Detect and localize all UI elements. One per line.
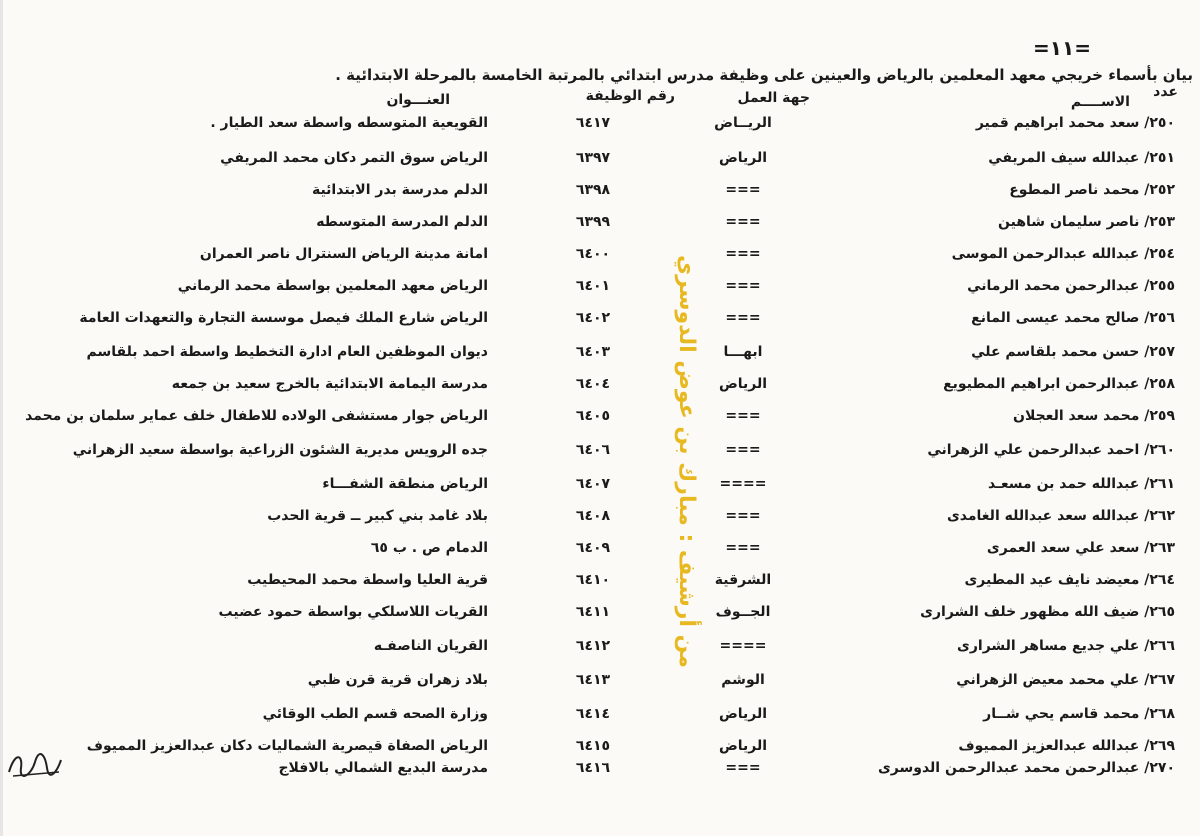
row-employer: ===	[725, 182, 761, 198]
row-employer: الرياض	[718, 376, 768, 392]
row-address: الرياض الصفاة قيصرية الشماليات دكان عبدالعزيز المميوف	[86, 738, 488, 754]
row-address: الرياض سوق التمر دكان محمد المريفي	[220, 150, 488, 166]
row-name: ٢٦٨/ محمد قاسم يحي شــار	[983, 706, 1175, 722]
list-row	[3, 376, 1200, 404]
row-employer: الوشم	[721, 672, 765, 688]
header-address: العنـــوان	[386, 92, 450, 108]
row-job-number: ٦٤١٢	[575, 638, 611, 654]
list-row	[3, 540, 1200, 568]
list-row	[3, 572, 1200, 600]
row-name: ٢٥٦/ صالح محمد عيسى المانع	[971, 310, 1175, 326]
header-name: الاســــم	[1070, 94, 1130, 110]
row-job-number: ٦٤٠٤	[575, 376, 611, 392]
header-employer: جهة العمل	[737, 90, 810, 106]
row-job-number: ٦٤١٦	[575, 760, 611, 776]
row-name: ٢٥٥/ عبدالرحمن محمد الرماني	[967, 278, 1175, 294]
row-employer: ===	[725, 408, 761, 424]
row-name: ٢٥٩/ محمد سعد العجلان	[1013, 408, 1175, 424]
header-job-number: رقم الوظيفة	[585, 88, 675, 104]
row-address: الدلم المدرسة المتوسطه	[316, 214, 488, 230]
row-employer: ===	[725, 760, 761, 776]
row-name: ٢٦٥/ ضيف الله مظهور خلف الشرارى	[920, 604, 1175, 620]
row-name: ٢٦٢/ عبدالله سعد عبدالله الغامدى	[946, 508, 1175, 524]
row-name: ٢٦٣/ سعد علي سعد العمرى	[986, 540, 1175, 556]
row-employer: ===	[725, 278, 761, 294]
list-row	[3, 214, 1200, 242]
row-name: ٢٥١/ عبدالله سيف المريفي	[988, 150, 1175, 166]
row-job-number: ٦٤١٣	[575, 672, 611, 688]
row-address: مدرسة البديع الشمالي بالافلاج	[278, 760, 488, 776]
row-employer: الرياض	[718, 706, 768, 722]
list-row	[3, 508, 1200, 536]
list-row	[3, 442, 1200, 470]
row-address: قرية العليا واسطة محمد المحيطيب	[247, 572, 488, 588]
list-row	[3, 344, 1200, 372]
row-address: جده الرويس مديرية الشئون الزراعية بواسطة سعيد الزهراني	[72, 442, 488, 458]
row-job-number: ٦٤١٥	[575, 738, 611, 754]
row-job-number: ٦٤١١	[575, 604, 611, 620]
row-employer: الرياض	[718, 738, 768, 754]
row-job-number: ٦٣٩٧	[575, 150, 611, 166]
row-address: امانة مدينة الرياض السنترال ناصر العمران	[199, 246, 488, 262]
row-job-number: ٦٤٠٦	[575, 442, 611, 458]
list-row	[3, 476, 1200, 504]
row-name: ٢٧٠/ عبدالرحمن محمد عبدالرحمن الدوسرى	[877, 760, 1175, 776]
row-address: القريان الناصفـه	[373, 638, 488, 654]
row-address: بلاد زهران قرية قرن ظبي	[307, 672, 488, 688]
list-row	[3, 150, 1200, 178]
row-name: ٢٦٩/ عبدالله عبدالعزيز المميوف	[958, 738, 1175, 754]
row-address: الدلم مدرسة بدر الابتدائية	[311, 182, 488, 198]
list-row	[3, 672, 1200, 700]
signature-mark	[5, 742, 65, 782]
row-job-number: ٦٤٠٨	[575, 508, 611, 524]
row-employer: ====	[719, 476, 767, 492]
row-employer: ===	[725, 508, 761, 524]
list-row	[3, 638, 1200, 666]
row-job-number: ٦٣٩٨	[575, 182, 611, 198]
row-job-number: ٦٤١٧	[575, 115, 611, 131]
row-job-number: ٦٣٩٩	[575, 214, 611, 230]
row-employer: ===	[725, 310, 761, 326]
row-job-number: ٦٤٠٣	[575, 344, 611, 360]
row-name: ٢٦١/ عبدالله حمد بن مسعـد	[988, 476, 1175, 492]
document-title: بيان بأسماء خريجي معهد المعلمين بالرياض والعينين على وظيفة مدرس ابتدائي بالمرتبة الخامسة بالمرحلة الابتدائية .	[335, 66, 1193, 84]
row-name: ٢٥٢/ محمد ناصر المطوع	[1009, 182, 1175, 198]
row-address: بلاد غامد بني كبير ــ قرية الحدب	[267, 508, 488, 524]
row-job-number: ٦٤١٤	[575, 706, 611, 722]
row-job-number: ٦٤٠٥	[575, 408, 611, 424]
row-name: ٢٦٧/ علي محمد معيض الزهراني	[956, 672, 1175, 688]
row-employer: ===	[725, 442, 761, 458]
list-row	[3, 408, 1200, 436]
row-address: الرياض منطقة الشفـــاء	[322, 476, 488, 492]
row-employer: ===	[725, 540, 761, 556]
row-job-number: ٦٤٠٩	[575, 540, 611, 556]
row-address: الرياض معهد المعلمين بواسطة محمد الرماني	[177, 278, 488, 294]
row-name: ٢٦٦/ علي جديع مساهر الشرارى	[957, 638, 1175, 654]
list-row	[3, 246, 1200, 274]
row-address: الدمام ص . ب ٦٥	[370, 540, 488, 556]
row-employer: ===	[725, 246, 761, 262]
row-address: وزارة الصحه قسم الطب الوقائي	[262, 706, 488, 722]
row-address: الرياض شارع الملك فيصل موسسة التجارة والتعهدات العامة	[79, 310, 488, 326]
row-address: القويعية المتوسطه واسطة سعد الطيار .	[210, 115, 488, 131]
page-number: =١١=	[1033, 36, 1091, 60]
row-employer: ====	[719, 638, 767, 654]
row-address: القريات اللاسلكي بواسطة حمود عضيب	[218, 604, 488, 620]
row-name: ٢٦٠/ احمد عبدالرحمن علي الزهراني	[927, 442, 1175, 458]
row-job-number: ٦٤٠٧	[575, 476, 611, 492]
row-employer: الشرقية	[714, 572, 772, 588]
row-address: ديوان الموظفين العام ادارة التخطيط واسطة احمد بلقاسم	[86, 344, 488, 360]
list-row	[3, 706, 1200, 734]
row-job-number: ٦٤١٠	[575, 572, 611, 588]
row-address: مدرسة اليمامة الابتدائية بالخرج سعيد بن جمعه	[171, 376, 488, 392]
list-row	[3, 278, 1200, 306]
row-name: ٢٥٧/ حسن محمد بلقاسم علي	[971, 344, 1175, 360]
row-employer: الريــاض	[714, 115, 772, 131]
row-name: ٢٦٤/ معيضد نايف عيد المطيرى	[964, 572, 1175, 588]
archive-watermark: من أرشيف : مبارك بن عوض الدوسري	[674, 255, 699, 669]
row-name: ٢٥٨/ عبدالرحمن ابراهيم المطيويع	[943, 376, 1175, 392]
row-employer: ===	[725, 214, 761, 230]
row-job-number: ٦٤٠١	[575, 278, 611, 294]
row-name: ٢٥٤/ عبدالله عبدالرحمن الموسى	[951, 246, 1175, 262]
row-name: ٢٥٠/ سعد محمد ابراهيم قمير	[975, 115, 1175, 131]
list-row	[3, 604, 1200, 632]
row-job-number: ٦٤٠٢	[575, 310, 611, 326]
row-name: ٢٥٣/ ناصر سليمان شاهين	[998, 214, 1175, 230]
row-employer: الجــوف	[715, 604, 771, 620]
row-job-number: ٦٤٠٠	[575, 246, 611, 262]
list-row	[3, 115, 1200, 143]
row-employer: الرياض	[718, 150, 768, 166]
list-row	[3, 182, 1200, 210]
list-row	[3, 760, 1200, 788]
row-employer: ابهـــا	[723, 344, 763, 360]
header-count: عدد	[1153, 84, 1178, 100]
list-row	[3, 310, 1200, 338]
row-address: الرياض جوار مستشفى الولاده للاطفال خلف عماير سلمان بن محمد	[25, 408, 488, 424]
